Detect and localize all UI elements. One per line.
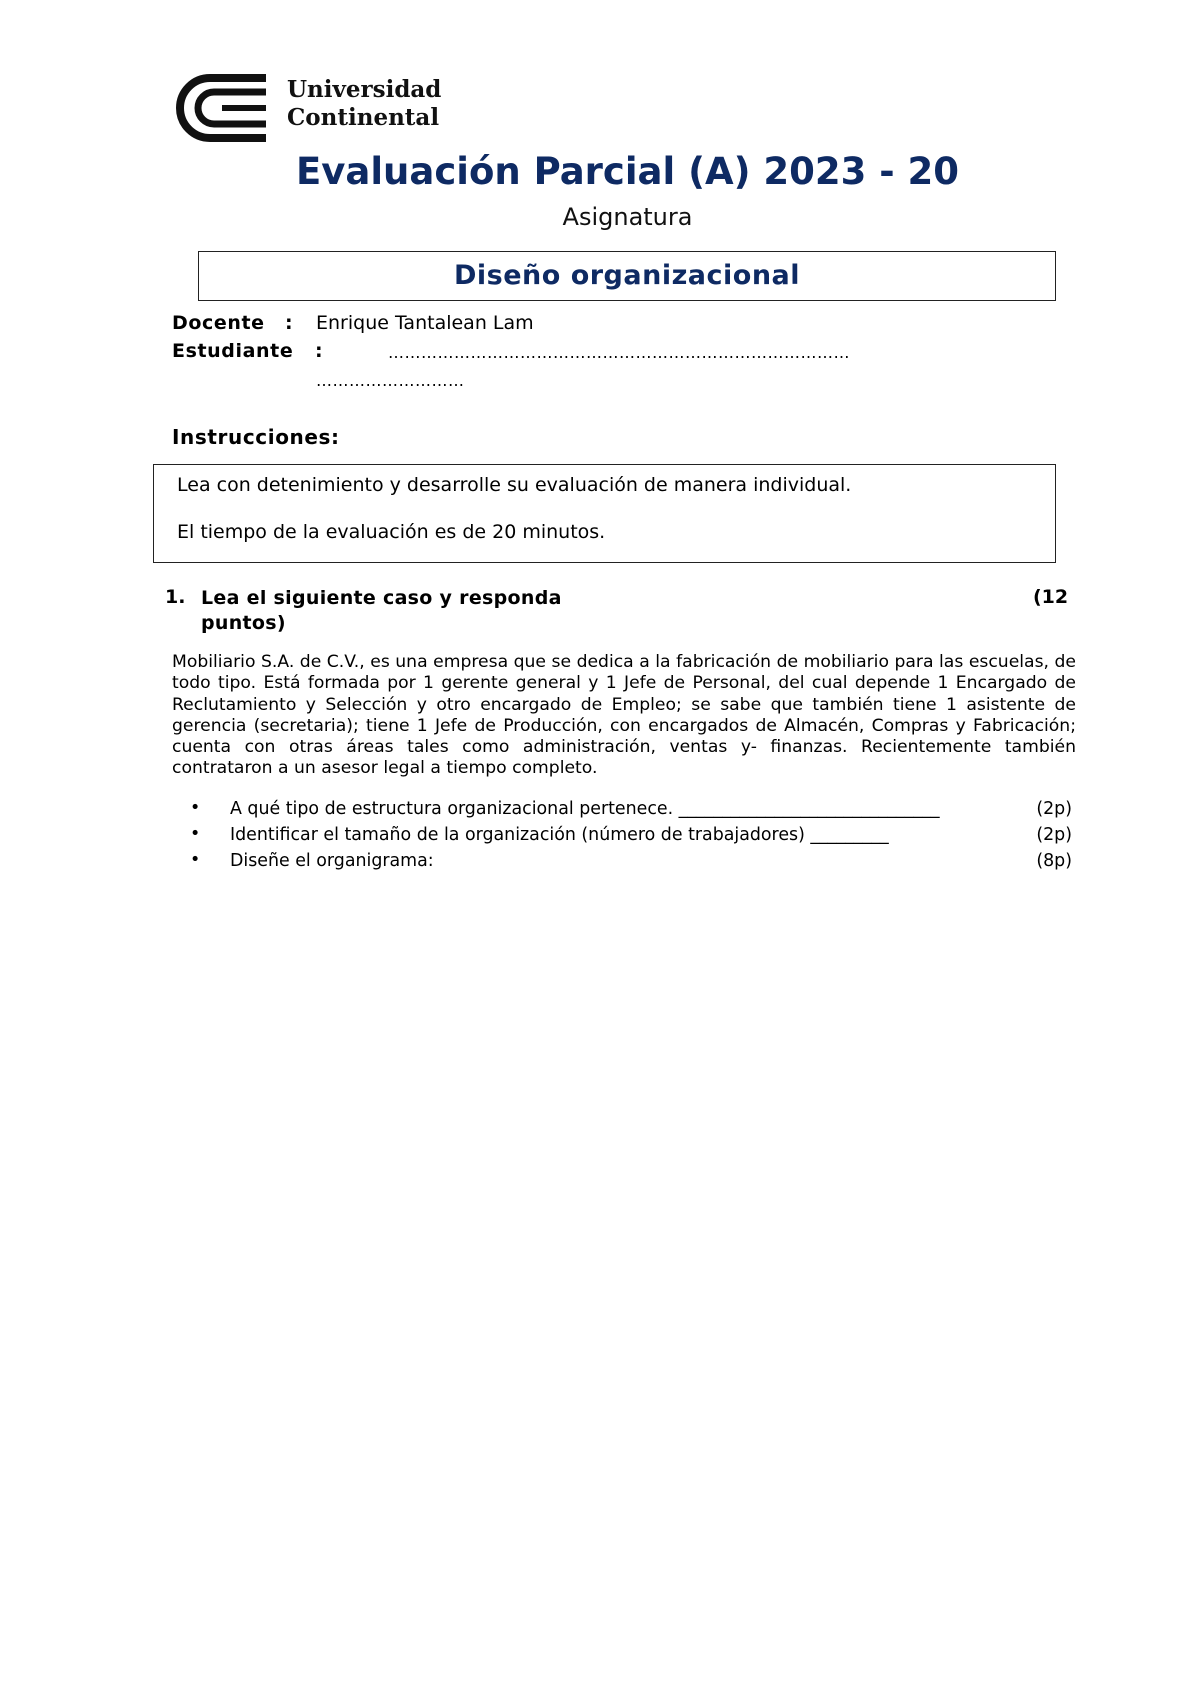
logo-line-2: Continental bbox=[287, 104, 440, 131]
case-text: Mobiliario S.A. de C.V., es una empresa que se dedica a la fabricación de mobiliario para las escuelas, de todo tipo. Está formada por 1 gerente general y 1 Jefe de Personal, del cual depende 1 Encargado de Reclutamiento y Selección y otro encargado de Empleo; se sabe que también tiene 1 asistente de gerencia (secretaria); tiene 1 Jefe de Producción, con encargados de Almacén, Compras y Fabricación; cuenta con otras áreas tales como administración, ventas y- finanzas. Recientemente también contrataron a un asesor legal a tiempo completo. bbox=[172, 652, 1076, 779]
bullet: • bbox=[190, 798, 201, 818]
instruction-line-1: Lea con detenimiento y desarrolle su evaluación de manera individual. bbox=[177, 474, 852, 496]
bullet: • bbox=[190, 824, 201, 844]
list-item bbox=[190, 851, 1076, 877]
instruction-line-2: El tiempo de la evaluación es de 20 minutos. bbox=[177, 521, 606, 543]
exam-title: Evaluación Parcial (A) 2023 - 20 bbox=[295, 150, 960, 193]
list-item bbox=[190, 825, 1076, 851]
question-heading-line-1: Lea el siguiente caso y responda bbox=[201, 587, 562, 609]
docente-value: Enrique Tantalean Lam bbox=[316, 312, 534, 334]
instructions-box bbox=[153, 464, 1056, 563]
estudiante-name-field[interactable]: ………………………………………………………………………… bbox=[388, 343, 850, 362]
question-number: 1. bbox=[165, 586, 186, 608]
question-heading-line-2: puntos) bbox=[201, 612, 286, 634]
logo-line-1: Universidad bbox=[287, 76, 442, 103]
item-text: Identificar el tamaño de la organización (número de trabajadores) _________ bbox=[230, 825, 889, 845]
docente-colon: : bbox=[285, 312, 294, 334]
question-heading bbox=[201, 586, 562, 636]
estudiante-name-field-continued[interactable]: ……………………… bbox=[316, 371, 465, 390]
estudiante-label: Estudiante bbox=[172, 340, 294, 362]
subject-label: Asignatura bbox=[562, 203, 693, 231]
item-points: (8p) bbox=[1036, 851, 1072, 871]
docente-label: Docente bbox=[172, 312, 265, 334]
estudiante-colon: : bbox=[315, 340, 324, 362]
logo-wordmark bbox=[287, 76, 441, 132]
item-points: (2p) bbox=[1036, 799, 1072, 819]
question-points: (12 bbox=[1033, 586, 1069, 608]
item-points: (2p) bbox=[1036, 825, 1072, 845]
course-name-box: Diseño organizacional bbox=[198, 251, 1056, 301]
bullet: • bbox=[190, 850, 201, 870]
instructions-heading: Instrucciones: bbox=[172, 425, 340, 449]
question-items bbox=[190, 799, 1076, 877]
list-item bbox=[190, 799, 1076, 825]
item-text: A qué tipo de estructura organizacional pertenece. ______________________________ bbox=[230, 799, 940, 819]
item-text: Diseñe el organigrama: bbox=[230, 851, 434, 871]
